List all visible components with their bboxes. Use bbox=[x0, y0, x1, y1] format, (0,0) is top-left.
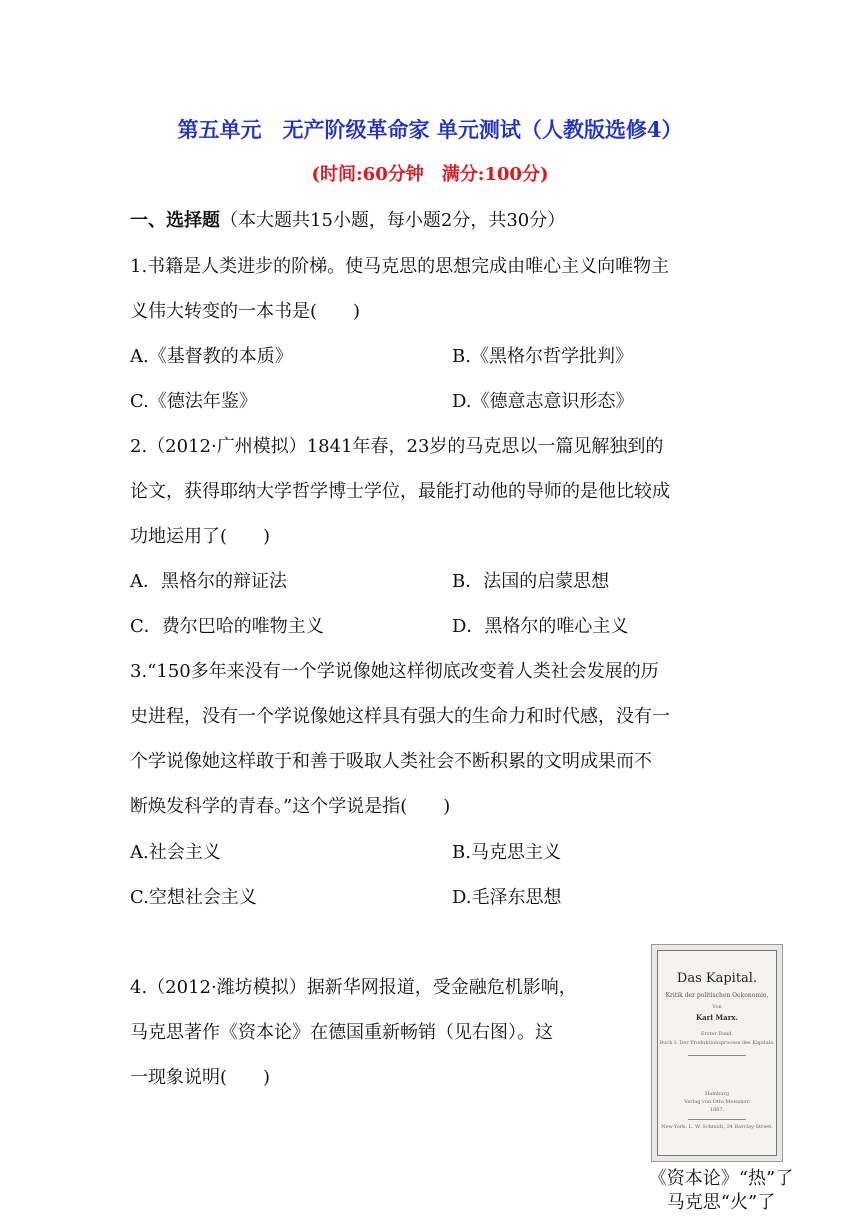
figure-caption bbox=[628, 1167, 814, 1215]
book-volume-note: Buch I: Der Produktionsprocess des Kapitals. bbox=[659, 1040, 775, 1046]
question-2-option-c: C．费尔巴哈的唯物主义 bbox=[130, 616, 324, 637]
question-1-line-1: 1.书籍是人类进步的阶梯。使马克思的思想完成由唯心主义向唯物主 bbox=[130, 256, 670, 277]
section-title: 一、选择题 bbox=[130, 210, 220, 231]
section-heading bbox=[130, 206, 565, 232]
question-2-line-1: 2.（2012·广州模拟）1841年春，23岁的马克思以一篇见解独到的 bbox=[130, 436, 664, 457]
exam-info: (时间:60分钟 满分:100分) bbox=[311, 164, 549, 185]
das-kapital-title-page-image bbox=[651, 944, 783, 1162]
question-3-option-a: A.社会主义 bbox=[130, 842, 221, 863]
title-page-rule bbox=[688, 1055, 746, 1056]
question-3-option-d: D.毛泽东思想 bbox=[452, 887, 562, 908]
book-author: Karl Marx. bbox=[696, 1013, 738, 1022]
question-3-option-b: B.马克思主义 bbox=[452, 842, 561, 863]
question-1-option-a: A.《基督教的本质》 bbox=[130, 346, 293, 367]
title-page-rule-bottom bbox=[688, 1119, 746, 1120]
book-imprint: New-York: L. W. Schmidt, 24 Barclay-Street. bbox=[661, 1124, 773, 1130]
question-3-line-2: 史进程，没有一个学说像她这样具有强大的生命力和时代感，没有一 bbox=[130, 706, 670, 727]
question-1-line-2: 义伟大转变的一本书是( ) bbox=[130, 301, 361, 322]
question-1-option-b: B.《黑格尔哲学批判》 bbox=[452, 346, 633, 367]
book-place: Hamburg bbox=[704, 1091, 730, 1097]
page-title: 第五单元 无产阶级革命家 单元测试（人教版选修4） bbox=[177, 117, 683, 142]
question-2-option-d: D．黑格尔的唯心主义 bbox=[452, 616, 629, 637]
book-year: 1867. bbox=[709, 1107, 725, 1113]
figure-caption-line-2: 马克思“火”了 bbox=[666, 1192, 776, 1213]
question-2-line-3: 功地运用了( ) bbox=[130, 526, 271, 547]
question-2-line-2: 论文，获得耶纳大学哲学博士学位，最能打动他的导师的是他比较成 bbox=[130, 481, 670, 502]
question-3-option-c: C.空想社会主义 bbox=[130, 887, 257, 908]
question-3-line-4: 断焕发科学的青春。”这个学说是指( ) bbox=[130, 796, 451, 817]
figure-caption-line-1: 《资本论》“热”了 bbox=[648, 1168, 794, 1189]
book-by: Von bbox=[712, 1004, 722, 1010]
question-3-line-3: 个学说像她这样敢于和善于吸取人类社会不断积累的文明成果而不 bbox=[130, 751, 652, 772]
question-2-option-a: A．黑格尔的辩证法 bbox=[130, 571, 287, 592]
question-1-option-d: D.《德意志意识形态》 bbox=[452, 391, 634, 412]
book-publisher: Verlag von Otto Meissner. bbox=[684, 1099, 750, 1105]
question-1-option-c: C.《德法年鉴》 bbox=[130, 391, 257, 412]
question-3-line-1: 3.“150多年来没有一个学说像她这样彻底改变着人类社会发展的历 bbox=[130, 661, 659, 682]
question-2-option-b: B．法国的启蒙思想 bbox=[452, 571, 610, 592]
book-title: Das Kapital. bbox=[676, 971, 758, 986]
book-subtitle: Kritik der politischen Oekonomie. bbox=[665, 992, 769, 999]
question-4-line-1: 4.（2012·潍坊模拟）据新华网报道，受金融危机影响， bbox=[130, 977, 577, 998]
question-4-line-3: 一现象说明( ) bbox=[130, 1067, 271, 1088]
question-4-line-2: 马克思著作《资本论》在德国重新畅销（见右图）。这 bbox=[130, 1022, 553, 1043]
title-page-frame bbox=[657, 950, 777, 1156]
book-volume: Erster Band. bbox=[700, 1031, 734, 1037]
section-note: （本大题共15小题，每小题2分，共30分） bbox=[220, 210, 566, 231]
